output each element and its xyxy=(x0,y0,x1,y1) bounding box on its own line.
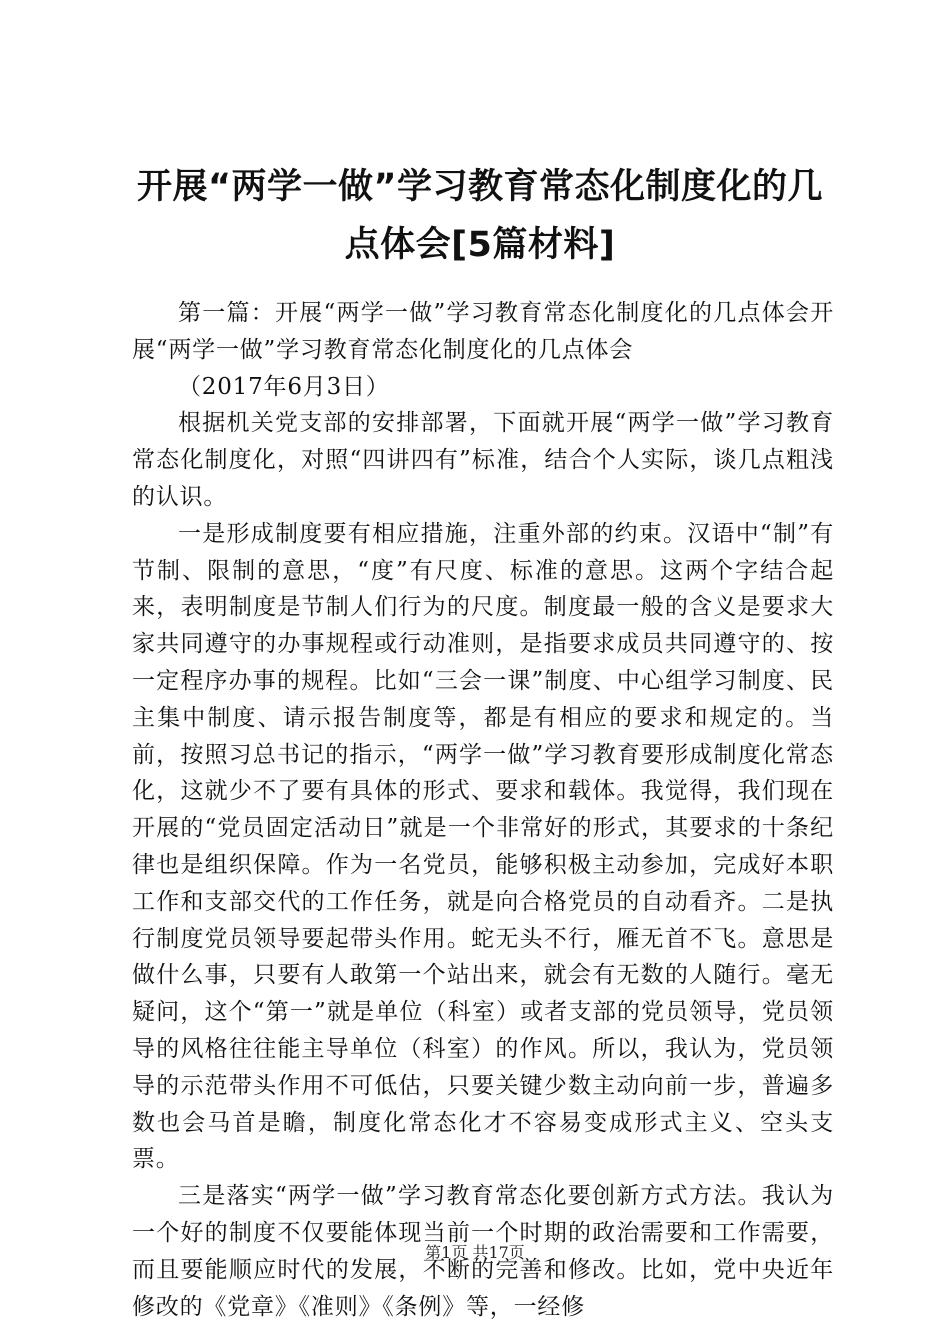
paragraph-point-one-two: 一是形成制度要有相应措施，注重外部的约束。汉语中“制”有节制、限制的意思，“度”有尺度、标准的意思。这两个字结合起来，表明制度是节制人们行为的尺度。制度最一般的含义是要求大家共同遵守的办事规程或行动准则，是指要求成员共同遵守的、按一定程序办事的规程。比如“三会一课”制度、中心组学习制度、民主集中制度、请示报告制度等，都是有相应的要求和规定的。当前，按照习总书记的指示，“两学一做”学习教育要形成制度化常态化，这就少不了要有具体的形式、要求和载体。我觉得，我们现在开展的“党员固定活动日”就是一个非常好的形式，其要求的十条纪律也是组织保障。作为一名党员，能够积极主动参加，完成好本职工作和支部交代的工作任务，就是向合格党员的自动看齐。二是执行制度党员领导要起带头作用。蛇无头不行，雁无首不飞。意思是做什么事，只要有人敢第一个站出来，就会有无数的人随行。毫无疑问，这个“第一”就是单位（科室）或者支部的党员领导，党员领导的风格往往能主导单位（科室）的作风。所以，我认为，党员领导的示范带头作用不可低估，只要关键少数主动向前一步，普遍多数也会马首是瞻，制度化常态化才不容易变成形式主义、空头支票。 xyxy=(132,520,834,1173)
paragraph-point-three: 三是落实“两学一做”学习教育常态化要创新方式方法。我认为一个好的制度不仅要能体现当前一个时期的政治需要和工作需要，而且要能顺应时代的发展，不断的完善和修改。比如，党中央近年修改的《党章》《准则》《条例》等，一经修 xyxy=(132,1183,834,1320)
title-line-1: 开展“两学一做”学习教育常态化制度化的几 xyxy=(136,167,823,207)
paragraph-intro: 根据机关党支部的安排部署，下面就开展“两学一做”学习教育常态化制度化，对照“四讲四有”标准，结合个人实际，谈几点粗浅的认识。 xyxy=(132,410,834,510)
title-line-2: 点体会[5篇材料] xyxy=(344,225,616,265)
document-title xyxy=(120,158,840,274)
page-number-footer: 第1页 共17页 xyxy=(425,1243,525,1262)
paragraph-date: （2017年6月3日） xyxy=(178,373,390,400)
paragraph-heading: 第一篇：开展“两学一做”学习教育常态化制度化的几点体会开展“两学一做”学习教育常态化制度化的几点体会 xyxy=(132,300,834,363)
document-body xyxy=(132,295,834,1325)
